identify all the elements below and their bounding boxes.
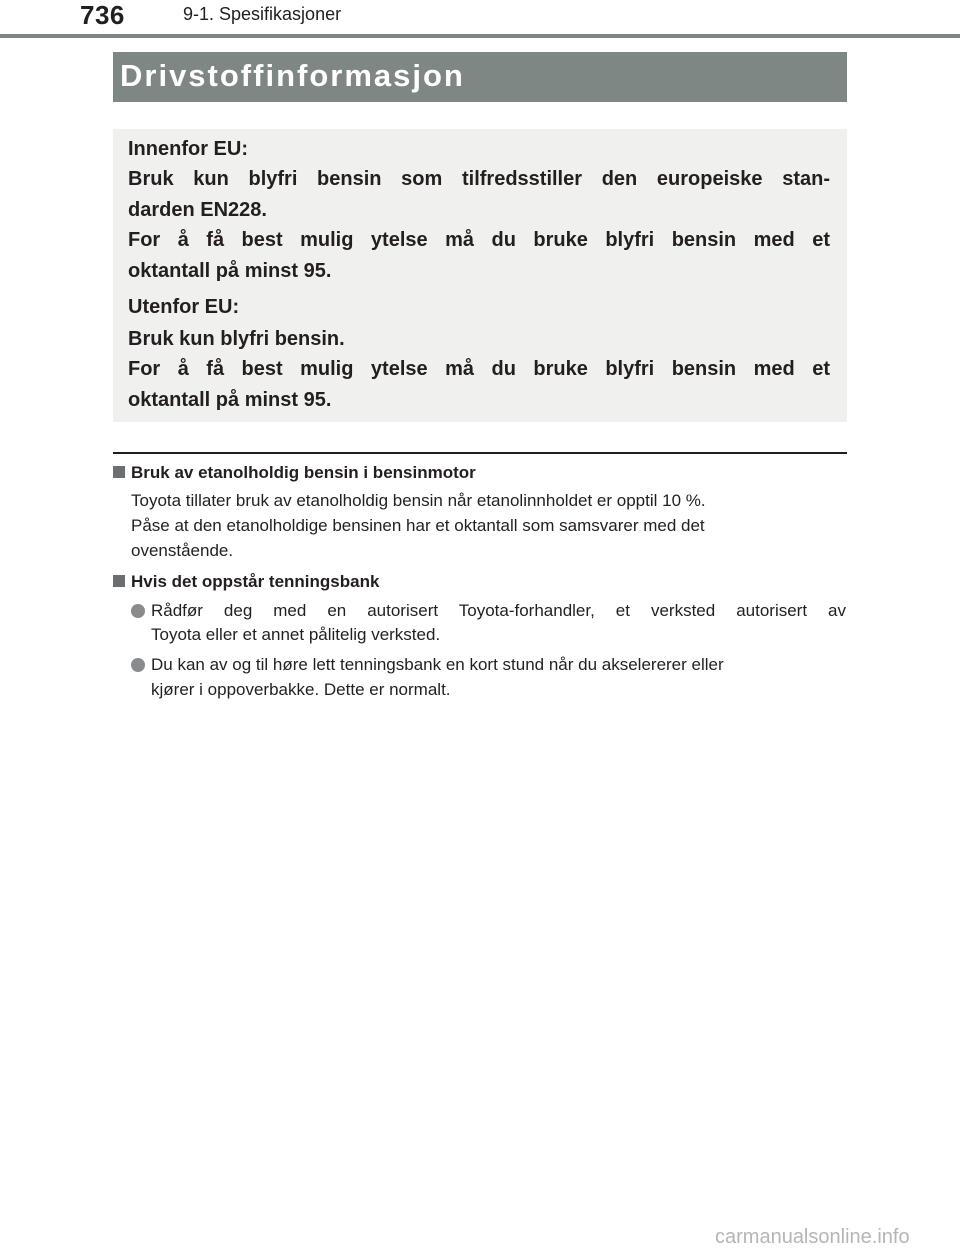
knocking-heading-text: Hvis det oppstår tenningsbank (131, 572, 380, 591)
inside-eu-line: For å få best mulig ytelse må du bruke blyfri bensin med et (128, 229, 830, 251)
page-number: 736 (80, 0, 125, 30)
outside-eu-line: Bruk kun blyfri bensin. (128, 328, 345, 350)
outside-eu-line: For å få best mulig ytelse må du bruke blyfri bensin med et (128, 358, 830, 380)
knocking-bullet-line: kjører i oppoverbakke. Dette er normalt. (151, 680, 451, 699)
outside-eu-line: oktantall på minst 95. (128, 389, 332, 411)
ethanol-text-line: Toyota tillater bruk av etanolholdig bensin når etanolinnholdet er opptil 10 %. (131, 491, 706, 510)
square-bullet-icon (113, 466, 125, 478)
fuel-info-box (113, 129, 847, 422)
circle-bullet-icon (131, 604, 145, 618)
inside-eu-line: oktantall på minst 95. (128, 260, 332, 282)
ethanol-heading (113, 462, 476, 484)
inside-eu-line: Bruk kun blyfri bensin som tilfredsstiller den europeiske stan- (128, 168, 830, 190)
knocking-bullet-line: Du kan av og til høre lett tenningsbank en kort stund når du akselererer eller (151, 655, 724, 674)
page-title: Drivstoffinformasjon (120, 58, 465, 93)
header-rule (0, 34, 960, 38)
outside-eu-heading: Utenfor EU: (128, 296, 240, 318)
section-reference: 9-1. Spesifikasjoner (183, 4, 342, 24)
square-bullet-icon (113, 575, 125, 587)
ethanol-text-line: Påse at den etanolholdige bensinen har et oktantall som samsvarer med det (131, 516, 705, 535)
ethanol-heading-text: Bruk av etanolholdig bensin i bensinmotor (131, 463, 476, 482)
inside-eu-line: darden EN228. (128, 199, 267, 221)
inside-eu-heading: Innenfor EU: (128, 138, 248, 160)
footer-watermark: carmanualsonline.info (715, 1226, 910, 1248)
knocking-bullet-line: Rådfør deg med en autorisert Toyota-forhandler, et verksted autorisert av (151, 601, 846, 620)
knocking-heading (113, 571, 379, 593)
knocking-bullet-line: Toyota eller et annet pålitelig verksted. (151, 625, 441, 644)
title-band (113, 52, 847, 102)
circle-bullet-icon (131, 658, 145, 672)
ethanol-text-line: ovenstående. (131, 541, 234, 560)
section-divider (113, 452, 847, 454)
